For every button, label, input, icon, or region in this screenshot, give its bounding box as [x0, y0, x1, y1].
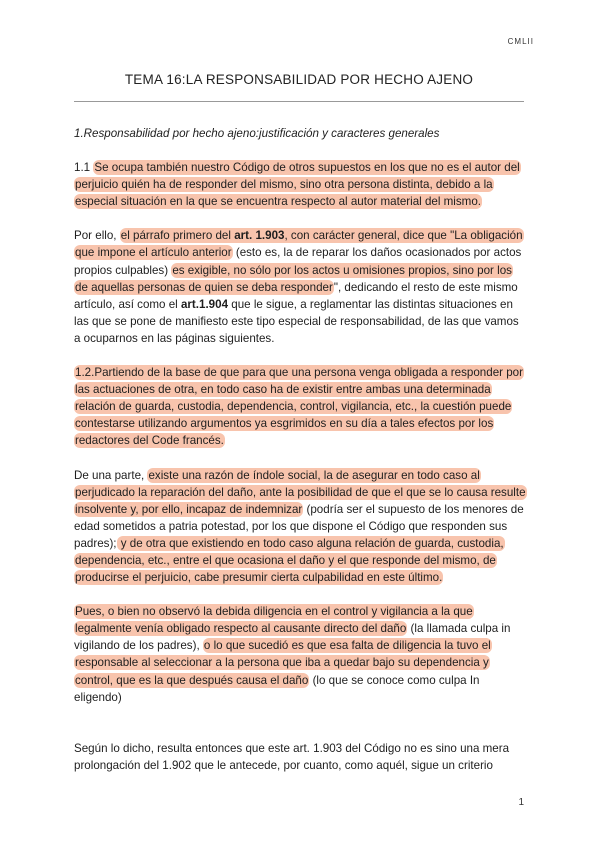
highlighted-text: existe una razón de índole social, la de asegurar en todo caso al perjudicado la reparación del daño, ante la posibilidad de que el que se lo causa resulte insolvente y, por ello, incapaz de indemnizar — [75, 468, 526, 516]
highlighted-text: y de otra que existiendo en todo caso alguna relación de guarda, custodia, dependencia, etc., entre el que ocasiona el daño y el que responde del mismo, de producirse el perjuicio, cabe presumir cierta culpabilidad en este último. — [75, 536, 504, 585]
highlighted-text: 1.2.Partiendo de la base de que para que una persona venga obligada a responder por las actuaciones de otra, en todo caso ha de existir entre ambas una determinada relación de guarda, custodia, dependencia, control, vigilancia, etc., la cuestión puede contestarse utilizando argumentos ya esgrimidos en su día a tales efectos por los redactores del Code francés. — [75, 366, 523, 448]
highlighted-text: Pues, o bien no observó la debida diligencia en el control y vigilancia a la que legalmente venía obligado respecto al causante directo del daño — [75, 605, 473, 636]
plain-text: (podría ser el supuesto de los menores de edad sometidos a patria potestad, por los que dispone el Código que responden sus padres); — [74, 502, 524, 550]
document-header-tag: CMLII — [507, 37, 534, 46]
title-divider — [74, 101, 524, 102]
plain-text: (la llamada culpa in vigilando de los padres), — [74, 622, 511, 653]
paragraph-1-2 — [74, 364, 526, 449]
highlighted-text: es exigible, no sólo por los actos u omisiones propios, sino por los de aquellas personas de quien se deba responder — [75, 263, 512, 294]
paragraph-social-reason — [74, 467, 526, 587]
paragraph-1-1 — [74, 159, 526, 210]
plain-text: (esto es, la de reparar los daños ocasionados por actos propios culpables) — [74, 246, 522, 277]
highlighted-text-part: el párrafo primero del — [120, 229, 235, 243]
plain-text: Por ello, — [74, 229, 120, 243]
plain-text: ", dedicando el resto de este mismo artículo, así como el — [74, 280, 518, 311]
article-reference: art.1.904 — [180, 297, 229, 311]
plain-text: que le sigue, a reglamentar las distintas situaciones en las que se pone de manifiesto este tipo especial de responsabilidad, de las que vamos a ocuparnos en las páginas siguientes. — [74, 297, 519, 345]
section-heading: 1.Responsabilidad por hecho ajeno:justificación y caracteres generales — [74, 127, 440, 140]
page-number: 1 — [518, 797, 524, 808]
paragraph-article-1903 — [74, 227, 526, 347]
paragraph-culpa — [74, 603, 526, 706]
article-reference: art. 1.903 — [234, 229, 285, 243]
paragraph-number: 1.1 — [74, 161, 94, 175]
plain-text: De una parte, — [74, 468, 148, 482]
paragraph-conclusion: Según lo dicho, resulta entonces que este art. 1.903 del Código no es sino una mera prolongación del 1.902 que le antecede, por cuanto, como aquél, sigue un criterio — [74, 741, 510, 772]
document-body — [74, 125, 526, 791]
highlighted-text-part: , con carácter general, dice que "La obligación que impone el artículo anterior — [75, 229, 523, 260]
highlighted-text: o lo que sucedió es que esa falta de diligencia la tuvo el responsable al seleccionar a la persona que iba a quedar bajo su dependencia y control, que es la que después causa el daño — [75, 639, 491, 687]
plain-text: (lo que se conoce como culpa In eligendo) — [74, 673, 480, 704]
spacer — [74, 723, 526, 740]
page-title: TEMA 16:LA RESPONSABILIDAD POR HECHO AJENO — [124, 72, 474, 87]
highlighted-text: Se ocupa también nuestro Código de otros supuestos en los que no es el autor del perjuicio quién ha de responder del mismo, sino otra persona distinta, debido a la especial situación en la que se encuentra respecto al autor material del mismo. — [75, 161, 520, 209]
